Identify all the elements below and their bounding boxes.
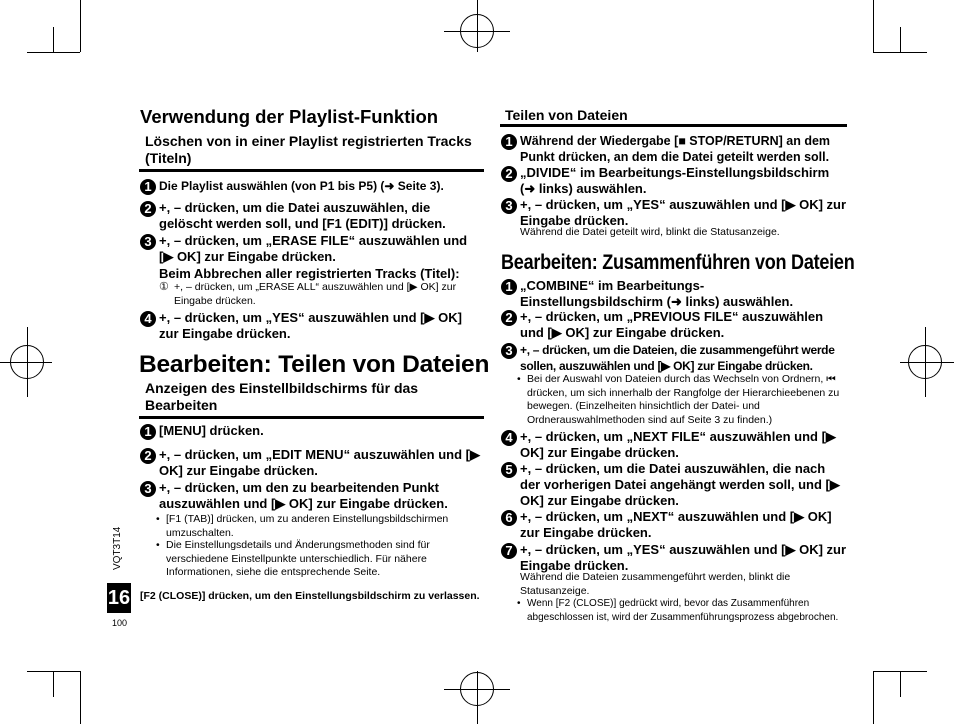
step-2: 2 +, – drücken, um die Datei auszuwählen, die gelöscht werden soll, und [F1 (EDIT)] drücken. [140,200,480,232]
cancel-marker: ① [159,281,169,293]
big-title: Bearbeiten: Zusammenführen von Dateien [501,251,855,274]
doc-code: VQT3T14 [112,526,123,570]
step-3: 3 +, – drücken, um die Dateien, die zusammengeführt werde sollen, auszuwählen und [▶ OK] zur Eingabe drücken. [501,342,851,374]
divider [500,124,847,127]
crop-mark [873,671,874,724]
step-1: 1 [MENU] drücken. [140,423,480,440]
divider [139,169,484,172]
step-4: 4 +, – drücken, um „YES“ auszuwählen und [▶ OK] zur Eingabe drücken. [140,310,480,342]
subsection-title: Löschen von in einer Playlist registrierten Tracks (Titeln) [145,133,472,166]
cancel-title: Beim Abbrechen aller registrierten Tracks (Titel): [159,266,460,281]
combine-note: Während die Dateien zusammengeführt werden, blinkt die Statusanzeige. [520,571,791,597]
section-title: Verwendung der Playlist-Funktion [140,106,439,127]
close-note: [F2 (CLOSE)] drücken, um den Einstellungsbildschirm zu verlassen. [140,590,480,602]
step-7: 7 +, – drücken, um „YES“ auszuwählen und [▶ OK] zur Eingabe drücken. [501,542,847,574]
step-3: 3 +, – drücken, um den zu bearbeitenden Punkt auszuwählen und [▶ OK] zur Eingabe drücken. [140,480,480,512]
step-2: 2 „DIVIDE“ im Bearbeitungs-Einstellungsbildschirm (➜ links) auswählen. [501,165,847,197]
step-number: 1 [140,179,156,195]
crop-mark [900,27,901,53]
step-3: 3 +, – drücken, um „YES“ auszuwählen und [▶ OK] zur Eingabe drücken. [501,197,847,229]
crop-mark [53,671,54,697]
step-3: 3 +, – drücken, um „ERASE FILE“ auszuwählen und [▶ OK] zur Eingabe drücken. [140,233,480,265]
step-6: 6 +, – drücken, um „NEXT“ auszuwählen und [▶ OK] zur Eingabe drücken. [501,509,847,541]
bullet-item: • Die Einstellungsdetails und Änderungsmethoden sind für verschiedene Einstellpunkte unterschiedlich. Für nähere Informationen, siehe die entsprechende Seite. [156,539,430,578]
subsection-title: Anzeigen des Einstellbildschirms für das Bearbeiten [145,380,419,413]
divide-note: Während die Datei geteilt wird, blinkt die Statusanzeige. [520,226,780,238]
crop-mark [80,0,81,52]
crop-mark [900,671,901,697]
bullet-item: • [F1 (TAB)] drücken, um zu anderen Einstellungsbildschirmen umzuschalten. [156,513,449,539]
bullet-item: • Wenn [F2 (CLOSE)] gedrückt wird, bevor das Zusammenführen abgeschlossen ist, wird der Zusammenführungsprozess abgebrochen. [517,598,839,623]
big-title: Bearbeiten: Teilen von Dateien [139,351,490,378]
step-1: 1 „COMBINE“ im Bearbeitungs-Einstellungsbildschirm (➜ links) auswählen. [501,278,831,310]
step-2: 2 +, – drücken, um „EDIT MENU“ auszuwählen und [▶ OK] zur Eingabe drücken. [140,447,480,479]
print-page-number: 100 [112,618,128,628]
crop-mark [873,0,874,52]
divider [139,416,484,419]
step-1: 1 Während der Wiedergabe [■ STOP/RETURN] an dem Punkt drücken, an dem die Datei geteilt werden soll. [501,133,851,165]
step-2: 2 +, – drücken, um „PREVIOUS FILE“ auszuwählen und [▶ OK] zur Eingabe drücken. [501,309,847,341]
step-5: 5 +, – drücken, um die Datei auszuwählen, die nach der vorherigen Datei angehängt werden soll, und [▶ OK] zur Eingabe drücken. [501,461,847,509]
page-number: 16 [107,583,131,613]
step-4: 4 +, – drücken, um „NEXT FILE“ auszuwählen und [▶ OK] zur Eingabe drücken. [501,429,847,461]
step-1: 1 Die Playlist auswählen (von P1 bis P5) (➜ Seite 3). [140,178,480,195]
crop-mark [80,671,81,724]
subsection-title: Teilen von Dateien [505,107,628,123]
bullet-item: • Bei der Auswahl von Dateien durch das Wechseln von Ordnern, ⏮ drücken, um sich innerhalb der Rangfolge der Hierarchieebenen zu bewegen. (Einzelheiten hinsichtlich der Datei- und Ordnerauswahlmethoden sind auf Seite 3 zu finden.) [517,373,840,426]
cancel-note: +, – drücken, um „ERASE ALL“ auszuwählen und [▶ OK] zur Eingabe drücken. [174,281,457,307]
crop-mark [53,27,54,53]
